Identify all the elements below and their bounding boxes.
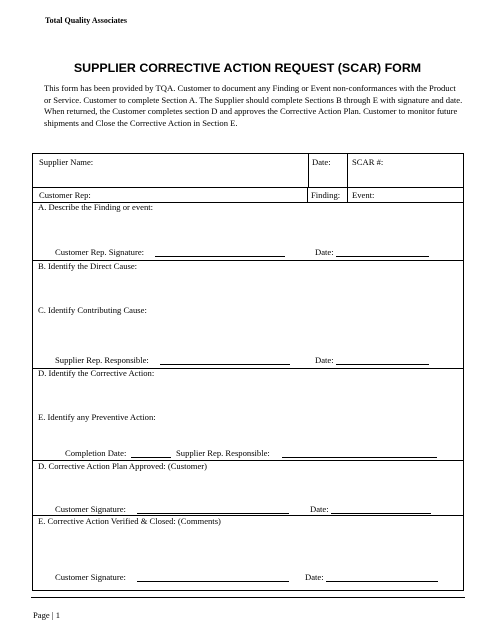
customer-signature-label: Customer Signature: — [55, 504, 126, 514]
intro-paragraph: This form has been provided by TQA. Customer to document any Finding or Event non-conformances with the Product or Service. Customer to complete Section A. The Supplier should complete Sections B through E with signature and date. When returned, the Customer completes section D and approves the Corrective Action Plan. Customer to monitor future shipments and Close the Corrective Action in Section E. — [44, 83, 463, 128]
divider — [33, 187, 463, 188]
date-d2-label: Date: — [310, 504, 329, 514]
company-name: Total Quality Associates — [45, 16, 127, 25]
section-e2-label: E. Corrective Action Verified & Closed: (Comments) — [38, 516, 221, 526]
date-label: Date: — [312, 157, 331, 167]
section-b-label: B. Identify the Direct Cause: — [38, 261, 138, 271]
event-label: Event: — [352, 190, 375, 200]
signature-line[interactable] — [137, 513, 289, 514]
section-c-label: C. Identify Contributing Cause: — [38, 305, 147, 315]
date-line[interactable] — [336, 364, 429, 365]
completion-date-label: Completion Date: — [65, 448, 127, 458]
supplier-rep-responsible-label: Supplier Rep. Responsible: — [55, 355, 149, 365]
page-number: Page | 1 — [33, 610, 61, 620]
customer-signature-2-label: Customer Signature: — [55, 572, 126, 582]
supplier-name-label: Supplier Name: — [39, 157, 94, 167]
divider — [347, 154, 348, 202]
date-c-label: Date: — [315, 355, 334, 365]
signature-line[interactable] — [155, 256, 285, 257]
customer-rep-label: Customer Rep: — [39, 190, 91, 200]
date-line[interactable] — [336, 256, 429, 257]
supplier-rep-responsible-2-label: Supplier Rep. Responsible: — [176, 448, 270, 458]
customer-rep-signature-label: Customer Rep. Signature: — [55, 247, 145, 257]
date-line[interactable] — [326, 581, 438, 582]
section-d2-label: D. Corrective Action Plan Approved: (Customer) — [38, 461, 207, 471]
section-a-label: A. Describe the Finding or event: — [38, 202, 154, 212]
signature-line[interactable] — [137, 581, 289, 582]
divider — [307, 187, 308, 202]
divider — [308, 154, 309, 187]
section-d-label: D. Identify the Corrective Action: — [38, 368, 155, 378]
signature-line[interactable] — [160, 364, 290, 365]
date-a-label: Date: — [315, 247, 334, 257]
date-line[interactable] — [131, 457, 171, 458]
page-footer — [33, 605, 73, 619]
footer-divider — [31, 597, 465, 598]
scar-form-table — [32, 153, 464, 591]
signature-line[interactable] — [282, 457, 437, 458]
date-e2-label: Date: — [305, 572, 324, 582]
finding-label: Finding: — [311, 190, 341, 200]
section-e-label: E. Identify any Preventive Action: — [38, 412, 156, 422]
form-title: SUPPLIER CORRECTIVE ACTION REQUEST (SCAR) FORM — [73, 61, 422, 75]
date-line[interactable] — [331, 513, 431, 514]
scar-number-label: SCAR #: — [352, 157, 384, 167]
